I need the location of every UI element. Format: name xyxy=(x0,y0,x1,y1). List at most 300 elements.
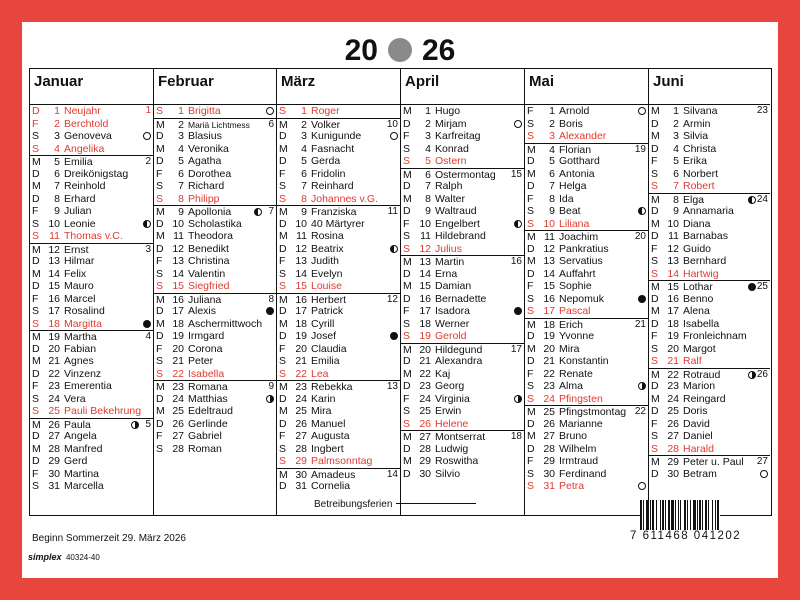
day-number: 1 xyxy=(673,105,679,117)
weekday: S xyxy=(527,480,535,492)
week-number: 27 xyxy=(756,456,768,467)
weekday: D xyxy=(651,142,659,155)
year-right: 26 xyxy=(422,34,456,67)
day-row xyxy=(277,218,400,231)
name-day: Alma xyxy=(559,380,583,392)
name-day: Palmsonntag xyxy=(311,455,373,467)
day-number: 1 xyxy=(425,105,431,117)
weekday: S xyxy=(32,130,40,142)
week-number: 17 xyxy=(510,343,522,355)
name-day: Boris xyxy=(559,117,583,130)
name-day: Isabella xyxy=(188,367,225,380)
day-number: 3 xyxy=(673,130,679,142)
day-row xyxy=(401,418,524,431)
day-row xyxy=(277,105,400,118)
weekday: M xyxy=(403,256,412,268)
weekday: M xyxy=(156,293,165,306)
day-number: 16 xyxy=(543,292,555,305)
name-day: Mira xyxy=(311,405,332,417)
weekday: D xyxy=(156,130,164,142)
weekday: F xyxy=(527,280,534,292)
week-number: 3 xyxy=(145,243,151,255)
day-number: 15 xyxy=(543,280,555,292)
name-day: Montserrat xyxy=(435,431,486,443)
day-row xyxy=(30,118,153,131)
moon-lq-icon xyxy=(254,208,262,216)
week-number: 11 xyxy=(387,206,398,217)
week-number: 20 xyxy=(634,231,646,242)
day-row xyxy=(154,355,276,368)
day-number: 23 xyxy=(172,381,184,393)
name-day: Hilmar xyxy=(64,255,95,267)
day-row xyxy=(277,305,400,318)
day-number: 16 xyxy=(667,292,679,305)
name-day: Erhard xyxy=(64,192,96,205)
day-number: 30 xyxy=(419,467,431,480)
name-day: Louise xyxy=(311,280,342,292)
day-row xyxy=(401,355,524,368)
day-number: 10 xyxy=(48,217,60,230)
day-row xyxy=(154,268,276,281)
day-row xyxy=(277,118,400,131)
day-row xyxy=(649,130,770,143)
weekday: F xyxy=(32,117,39,130)
weekday: D xyxy=(651,467,659,480)
weekday: S xyxy=(651,342,659,355)
day-number: 20 xyxy=(295,342,307,355)
name-day: Isabella xyxy=(683,317,720,330)
day-number: 30 xyxy=(295,468,307,481)
weekday: M xyxy=(32,418,41,431)
month-name: März xyxy=(281,73,316,90)
betreibungsferien-line xyxy=(396,503,476,504)
day-number: 13 xyxy=(295,255,307,267)
weekday: M xyxy=(279,381,288,393)
week-number: 5 xyxy=(145,418,151,430)
day-number: 5 xyxy=(673,155,679,167)
name-day: Silvio xyxy=(435,467,461,480)
day-number: 28 xyxy=(543,442,555,455)
day-row xyxy=(154,193,276,206)
day-number: 4 xyxy=(549,143,555,156)
name-day: Arnold xyxy=(559,105,590,117)
day-number: 9 xyxy=(673,205,679,217)
day-number: 5 xyxy=(425,155,431,167)
day-number: 17 xyxy=(295,305,307,317)
week-number: 19 xyxy=(634,143,646,155)
name-day: Siegfried xyxy=(188,280,230,292)
day-row xyxy=(401,118,524,131)
weekday: M xyxy=(279,142,288,155)
day-row xyxy=(649,355,770,368)
weekday: M xyxy=(156,230,165,242)
weekday: D xyxy=(156,417,164,430)
day-row xyxy=(277,155,400,168)
day-row xyxy=(277,393,400,406)
day-number: 26 xyxy=(543,417,555,430)
name-day: Blasius xyxy=(188,130,222,142)
name-day: Aschermittwoch xyxy=(188,317,263,330)
name-day: Ralf xyxy=(683,355,702,367)
name-day: Emilia xyxy=(311,355,340,367)
weekday: S xyxy=(403,155,411,167)
day-number: 4 xyxy=(673,142,679,155)
weekday: S xyxy=(32,392,40,405)
weekday: M xyxy=(32,180,41,192)
day-row xyxy=(401,243,524,256)
day-row xyxy=(154,305,276,318)
name-day: Richard xyxy=(188,180,225,192)
sommerzeit-note: Beginn Sommerzeit 29. März 2026 xyxy=(32,533,186,544)
day-number: 22 xyxy=(419,367,431,380)
day-number: 28 xyxy=(172,442,184,455)
weekday: D xyxy=(156,330,164,342)
day-row xyxy=(277,268,400,281)
name-day: Josef xyxy=(311,330,337,342)
name-day: Roman xyxy=(188,442,222,455)
day-number: 25 xyxy=(543,406,555,418)
day-number: 27 xyxy=(667,430,679,442)
day-number: 12 xyxy=(295,242,307,255)
month-name: Februar xyxy=(158,73,214,90)
name-day: Ludwig xyxy=(435,442,469,455)
name-day: Diana xyxy=(683,217,711,230)
weekday: M xyxy=(651,456,660,468)
day-number: 13 xyxy=(667,255,679,267)
name-day: Pfingsten xyxy=(559,392,603,405)
weekday: M xyxy=(651,105,660,117)
day-number: 13 xyxy=(48,255,60,267)
name-day: Ernst xyxy=(64,243,89,256)
week-number: 8 xyxy=(268,293,274,305)
day-row xyxy=(30,430,153,443)
name-day: Christina xyxy=(188,255,230,267)
day-row xyxy=(401,130,524,143)
day-number: 25 xyxy=(172,405,184,417)
day-number: 30 xyxy=(48,467,60,480)
day-number: 25 xyxy=(667,405,679,417)
day-row xyxy=(525,430,648,443)
betreibungsferien-legend xyxy=(314,499,476,510)
name-day: Robert xyxy=(683,180,715,192)
day-number: 29 xyxy=(667,456,679,468)
week-number: 22 xyxy=(634,406,646,417)
day-number: 26 xyxy=(419,417,431,430)
name-day: Gotthard xyxy=(559,155,600,167)
month-column-3 xyxy=(276,69,400,515)
day-row xyxy=(401,318,524,331)
weekday: S xyxy=(403,417,411,430)
name-day: Corona xyxy=(188,342,223,355)
day-number: 26 xyxy=(295,417,307,430)
weekday: S xyxy=(403,230,411,242)
name-day: Volker xyxy=(311,118,341,131)
weekday: D xyxy=(651,317,659,330)
moon-full-icon xyxy=(266,107,274,115)
day-row xyxy=(649,230,770,243)
day-row xyxy=(401,168,524,181)
day-number: 2 xyxy=(425,117,431,130)
month-days xyxy=(401,104,524,480)
name-day: Gerda xyxy=(311,155,341,167)
weekday: D xyxy=(403,355,411,367)
day-row xyxy=(649,430,770,443)
name-day: Reinhard xyxy=(311,180,354,192)
day-number: 13 xyxy=(543,255,555,267)
day-row xyxy=(401,430,524,443)
month-days xyxy=(154,104,276,455)
day-number: 19 xyxy=(419,330,431,342)
day-row xyxy=(525,180,648,193)
day-number: 10 xyxy=(419,217,431,230)
moon-new-icon xyxy=(390,332,398,340)
name-day: Petra xyxy=(559,480,585,492)
day-number: 24 xyxy=(172,392,184,405)
day-row xyxy=(525,105,648,118)
day-number: 26 xyxy=(667,417,679,430)
day-row xyxy=(525,230,648,243)
weekday: M xyxy=(156,317,165,330)
day-row xyxy=(401,443,524,456)
day-row xyxy=(277,193,400,206)
name-day: Martin xyxy=(435,256,465,268)
day-row xyxy=(525,318,648,331)
day-number: 24 xyxy=(295,392,307,405)
weekday: F xyxy=(403,217,410,230)
weekday: D xyxy=(403,380,411,392)
name-day: Angelika xyxy=(64,142,105,155)
brand-line xyxy=(28,552,100,562)
weekday: M xyxy=(651,305,660,317)
day-row xyxy=(154,118,276,131)
weekday: M xyxy=(527,430,536,442)
weekday: D xyxy=(156,392,164,405)
day-number: 25 xyxy=(48,405,60,417)
week-number: 12 xyxy=(386,293,398,305)
day-row xyxy=(649,155,770,168)
day-number: 4 xyxy=(301,142,307,155)
weekday: S xyxy=(651,267,659,280)
day-number: 11 xyxy=(296,230,307,242)
day-row xyxy=(154,155,276,168)
day-number: 19 xyxy=(172,330,184,342)
day-number: 2 xyxy=(54,117,60,130)
name-day: Nepomuk xyxy=(559,292,604,305)
day-number: 1 xyxy=(549,105,555,117)
name-day: Norbert xyxy=(683,167,719,180)
day-number: 24 xyxy=(543,392,555,405)
moon-fq-icon xyxy=(748,371,756,379)
day-row xyxy=(277,368,400,381)
day-number: 25 xyxy=(419,405,431,417)
weekday: M xyxy=(32,243,41,256)
name-day: Harald xyxy=(683,442,714,455)
day-number: 21 xyxy=(295,355,307,367)
name-day: Edeltraud xyxy=(188,405,233,417)
day-row xyxy=(30,405,153,418)
week-number: 9 xyxy=(268,381,274,392)
weekday: S xyxy=(156,280,164,292)
day-row xyxy=(30,318,153,331)
day-number: 8 xyxy=(178,192,184,205)
day-row xyxy=(525,455,648,468)
day-row xyxy=(154,443,276,456)
product-code: 40324-40 xyxy=(65,553,100,562)
name-day: Valentin xyxy=(188,267,226,280)
day-number: 7 xyxy=(178,180,184,192)
day-number: 30 xyxy=(667,467,679,480)
name-day: Emilia xyxy=(64,156,93,168)
week-number: 4 xyxy=(145,331,151,342)
day-row xyxy=(401,105,524,118)
day-number: 13 xyxy=(172,255,184,267)
weekday: F xyxy=(279,430,286,442)
name-day: Felix xyxy=(64,267,87,280)
weekday: S xyxy=(403,405,411,417)
name-day: Apollonia xyxy=(188,206,232,218)
day-row xyxy=(525,118,648,131)
name-day: Alexander xyxy=(559,130,607,142)
day-row xyxy=(401,143,524,156)
weekday: F xyxy=(651,330,658,342)
weekday: S xyxy=(651,442,659,455)
weekday: D xyxy=(651,117,659,130)
day-number: 12 xyxy=(543,242,555,255)
name-day: Fabian xyxy=(64,342,97,355)
day-number: 14 xyxy=(172,267,184,280)
weekday: D xyxy=(403,205,411,217)
moon-full-icon xyxy=(638,107,646,115)
calendar-grid xyxy=(29,68,772,516)
name-day: Joachim xyxy=(559,231,599,243)
week-number: 21 xyxy=(634,318,646,330)
day-number: 24 xyxy=(419,392,431,405)
name-day: Hugo xyxy=(435,105,461,117)
name-day: Philipp xyxy=(188,192,220,205)
day-number: 17 xyxy=(543,305,555,317)
weekday: D xyxy=(32,105,40,117)
day-row xyxy=(525,205,648,218)
day-row xyxy=(401,193,524,206)
weekday: M xyxy=(279,317,288,330)
weekday: S xyxy=(32,405,40,417)
weekday: D xyxy=(32,192,40,205)
weekday: S xyxy=(279,105,287,117)
day-row xyxy=(525,218,648,231)
weekday: M xyxy=(279,206,288,218)
weekday: D xyxy=(527,442,535,455)
weekday: M xyxy=(527,255,536,267)
name-day: Irmtraud xyxy=(559,455,599,467)
day-row xyxy=(154,343,276,356)
day-number: 18 xyxy=(172,317,184,330)
name-day: Roger xyxy=(311,105,340,117)
day-number: 11 xyxy=(49,230,60,242)
weekday: D xyxy=(156,217,164,230)
day-number: 10 xyxy=(172,217,184,230)
name-day: Auffahrt xyxy=(559,267,596,280)
day-row xyxy=(649,305,770,318)
moon-lq-icon xyxy=(514,220,522,228)
weekday: M xyxy=(156,118,165,131)
weekday: D xyxy=(279,305,287,317)
name-day: Mira xyxy=(559,342,580,355)
day-number: 15 xyxy=(172,280,184,292)
day-row xyxy=(649,205,770,218)
day-number: 24 xyxy=(667,392,679,405)
moon-full-icon xyxy=(390,132,398,140)
weekday: F xyxy=(527,367,534,380)
day-row xyxy=(277,455,400,468)
day-number: 21 xyxy=(172,355,184,367)
weekday: F xyxy=(279,342,286,355)
name-day: Evelyn xyxy=(311,267,343,280)
weekday: D xyxy=(651,380,659,392)
name-day: Wilhelm xyxy=(559,442,597,455)
weekday: M xyxy=(527,231,536,243)
day-number: 22 xyxy=(295,367,307,380)
day-row xyxy=(154,168,276,181)
day-number: 13 xyxy=(419,256,431,268)
barcode-number: 7 611468 041202 xyxy=(630,530,742,542)
name-day: Virginia xyxy=(435,392,470,405)
weekday: M xyxy=(156,405,165,417)
day-number: 21 xyxy=(667,355,679,367)
day-row xyxy=(154,430,276,443)
day-row xyxy=(154,180,276,193)
weekday: S xyxy=(156,442,164,455)
day-number: 18 xyxy=(543,318,555,331)
week-number: 16 xyxy=(510,256,522,267)
weekday: F xyxy=(651,417,658,430)
day-number: 4 xyxy=(425,142,431,155)
day-row xyxy=(401,218,524,231)
day-row xyxy=(277,230,400,243)
weekday: S xyxy=(527,392,535,405)
name-day: Hartwig xyxy=(683,267,719,280)
day-row xyxy=(154,393,276,406)
day-row xyxy=(277,443,400,456)
day-number: 6 xyxy=(425,168,431,181)
weekday: S xyxy=(403,317,411,330)
month-days xyxy=(525,104,648,493)
week-number: 14 xyxy=(386,468,398,480)
day-number: 15 xyxy=(667,281,679,293)
weekday: D xyxy=(403,117,411,130)
day-row xyxy=(649,318,770,331)
week-number: 2 xyxy=(145,156,151,167)
day-row xyxy=(154,230,276,243)
name-day: Peter xyxy=(188,355,214,367)
weekday: D xyxy=(32,342,40,355)
day-row xyxy=(401,380,524,393)
week-number: 24 xyxy=(756,193,768,205)
week-number: 23 xyxy=(756,105,768,116)
day-number: 27 xyxy=(172,430,184,442)
weekday: M xyxy=(279,118,288,131)
day-row xyxy=(30,293,153,306)
name-day: Amadeus xyxy=(311,468,356,481)
name-day: Bernhard xyxy=(683,255,727,267)
day-row xyxy=(277,205,400,218)
day-row xyxy=(154,293,276,306)
name-day: Werner xyxy=(435,317,470,330)
name-day: Benedikt xyxy=(188,242,229,255)
day-row xyxy=(401,305,524,318)
day-number: 11 xyxy=(420,230,431,242)
name-day: Rotraud xyxy=(683,368,721,381)
day-number: 28 xyxy=(295,442,307,455)
